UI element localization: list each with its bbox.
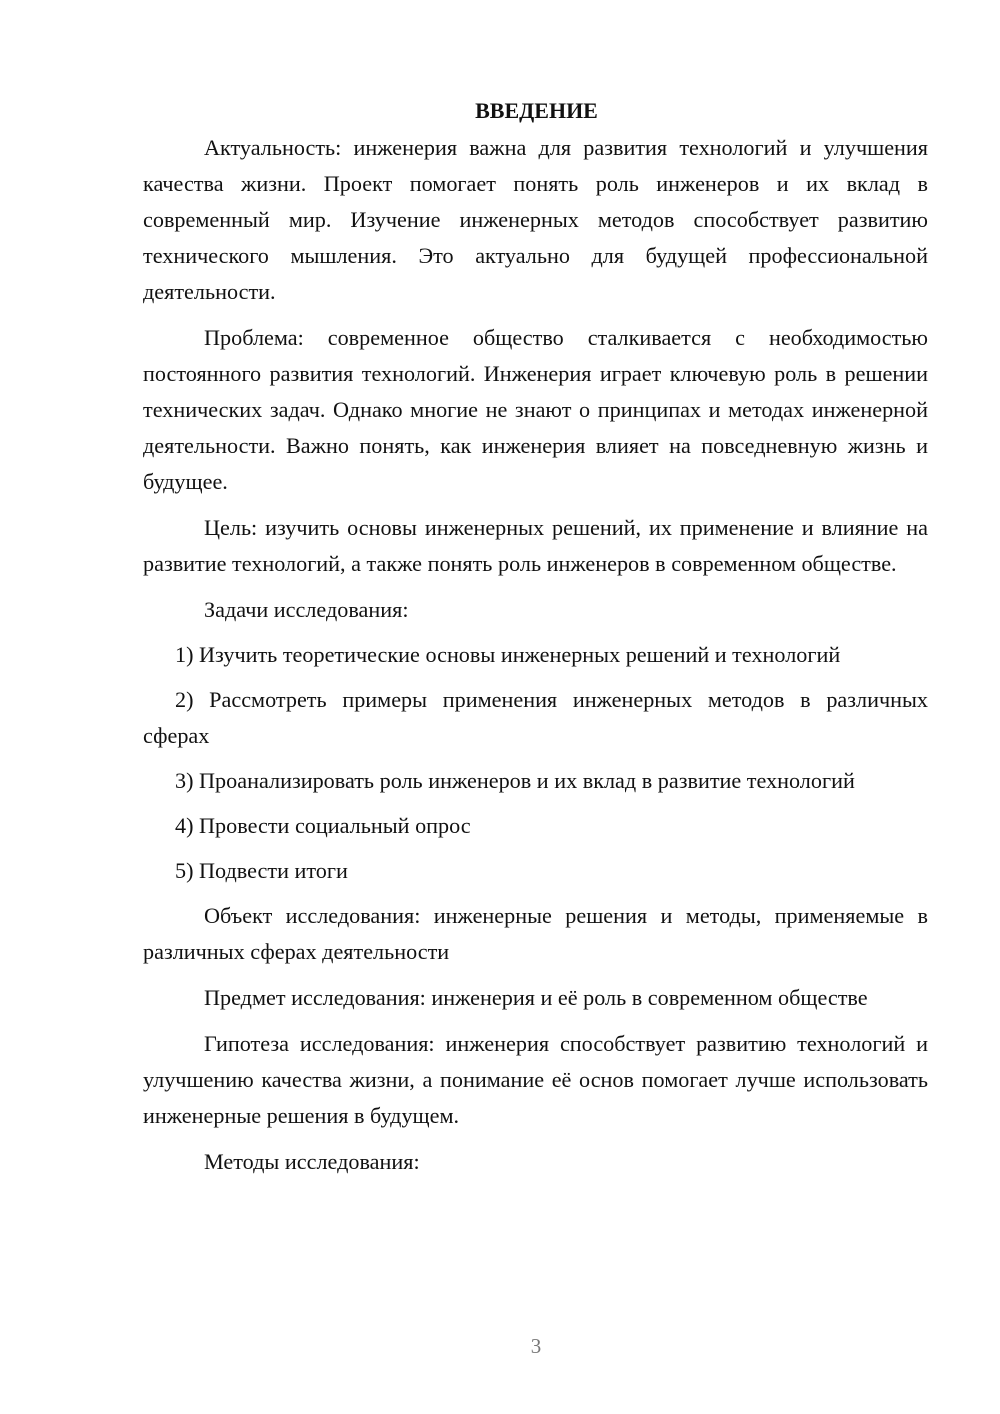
task-item-1: 1) Изучить теоретические основы инженерных решений и технологий xyxy=(175,642,841,667)
section-title: ВВЕДЕНИЕ xyxy=(475,98,598,123)
subject-paragraph: Предмет исследования: инженерия и её роль в современном обществе xyxy=(204,985,868,1010)
problem-paragraph: Проблема: современное общество сталкивается с необходимостью постоянного развития технологий. Инженерия играет ключевую роль в решении технических задач. Однако многие не знают о принципах и методах инженерной деятельности. Важно понять, как инженерия влияет на повседневную жизнь и будущее. xyxy=(143,325,928,494)
relevance-paragraph: Актуальность: инженерия важна для развития технологий и улучшения качества жизни. Проект помогает понять роль инженеров и их вклад в современный мир. Изучение инженерных методов способствует развитию технического мышления. Это актуально для будущей профессиональной деятельности. xyxy=(143,135,928,304)
task-item-4: 4) Провести социальный опрос xyxy=(175,813,471,838)
task-item-3: 3) Проанализировать роль инженеров и их вклад в развитие технологий xyxy=(175,768,855,793)
task-item-5: 5) Подвести итоги xyxy=(175,858,348,883)
task-item-2: 2) Рассмотреть примеры применения инженерных методов в различных сферах xyxy=(143,687,928,748)
hypothesis-paragraph: Гипотеза исследования: инженерия способствует развитию технологий и улучшению качества жизни, а понимание её основ помогает лучше использовать инженерные решения в будущем. xyxy=(143,1031,928,1128)
goal-paragraph: Цель: изучить основы инженерных решений, их применение и влияние на развитие технологий, а также понять роль инженеров в современном обществе. xyxy=(143,515,928,576)
page-content xyxy=(143,94,928,1189)
methods-heading: Методы исследования: xyxy=(204,1149,420,1174)
page-number: 3 xyxy=(530,1334,542,1358)
object-paragraph: Объект исследования: инженерные решения и методы, применяемые в различных сферах деятельности xyxy=(143,903,928,964)
tasks-heading: Задачи исследования: xyxy=(204,597,409,622)
